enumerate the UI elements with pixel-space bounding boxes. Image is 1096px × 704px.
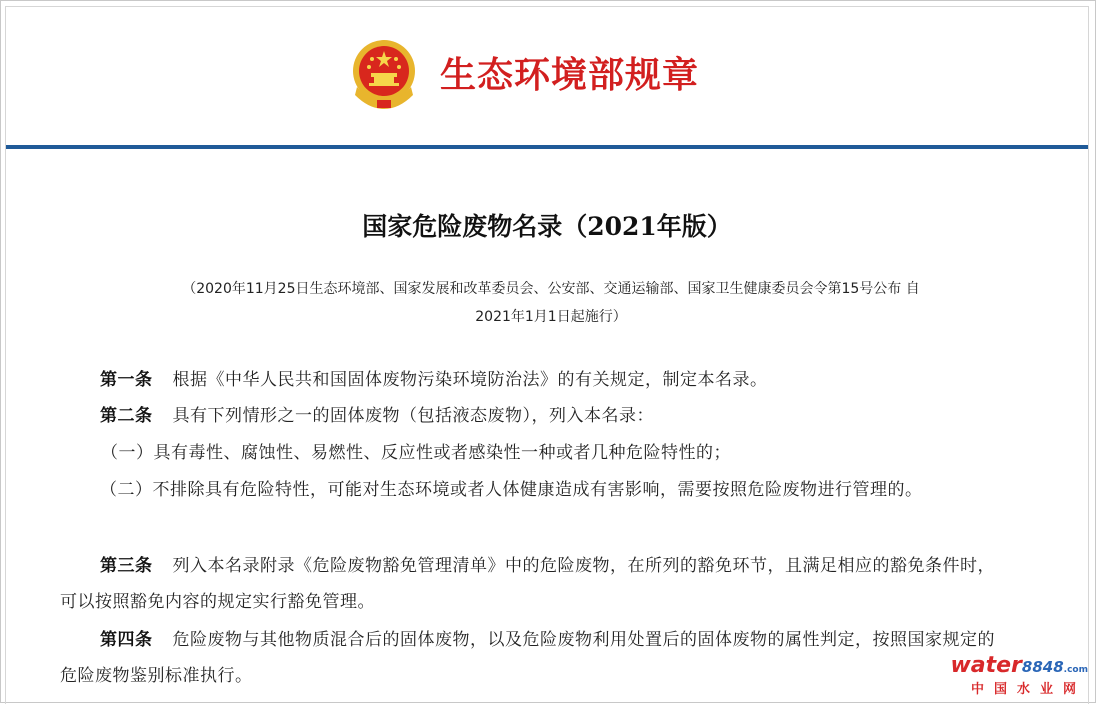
article-2-item-1: （一）具有毒性、腐蚀性、易燃性、反应性或者感染性一种或者几种危险特性的；	[101, 443, 731, 463]
watermark-brand	[950, 653, 1088, 678]
subtitle-line-1: （2020年11月25日生态环境部、国家发展和改革委员会、公安部、交通运输部、国家卫生健康委员会令第15号公布 自	[182, 281, 920, 297]
article-label: 第四条	[100, 630, 153, 650]
article-1	[60, 362, 1002, 398]
watermark-cn: 中国水业网	[970, 682, 1086, 697]
article-2	[60, 398, 1002, 434]
article-text: 根据《中华人民共和国固体废物污染环境防治法》的有关规定，制定本名录。	[172, 370, 768, 390]
article-text: （二）不排除具有危险特性，可能对生态环境或者人体健康造成有害影响，需要按照危险废物进行管理的。	[100, 480, 923, 500]
header-divider	[6, 145, 1088, 149]
article-text: 列入本名录附录《危险废物豁免管理清单》中的危险废物，在所列的豁免环节，且满足相应的豁免条件时，可以按照豁免内容的规定实行豁免管理。	[60, 556, 995, 612]
article-3	[60, 548, 1002, 620]
article-text: 危险废物与其他物质混合后的固体废物，以及危险废物利用处置后的固体废物的属性判定，按照国家规定的危险废物鉴别标准执行。	[60, 630, 995, 686]
article-2-item-2	[60, 472, 1002, 508]
national-emblem-icon	[349, 37, 419, 113]
document-subtitle	[76, 275, 1026, 331]
header-title: 生态环境部规章	[440, 54, 700, 96]
article-4	[60, 622, 1002, 694]
subtitle-line-2: 2021年1月1日起施行）	[475, 309, 627, 325]
document-title: 国家危险废物名录（2021年版）	[362, 212, 732, 241]
watermark-suffix: .com	[1063, 665, 1088, 675]
watermark-number: 8848	[1021, 658, 1064, 676]
article-label: 第二条	[100, 406, 153, 426]
article-text: 具有下列情形之一的固体废物（包括液态废物），列入本名录：	[172, 406, 654, 426]
watermark-word: water	[950, 653, 1022, 678]
document-panel	[5, 6, 1089, 704]
article-label: 第一条	[100, 370, 153, 390]
article-label: 第三条	[100, 556, 153, 576]
watermark-logo	[950, 653, 1088, 697]
header	[6, 7, 1088, 147]
